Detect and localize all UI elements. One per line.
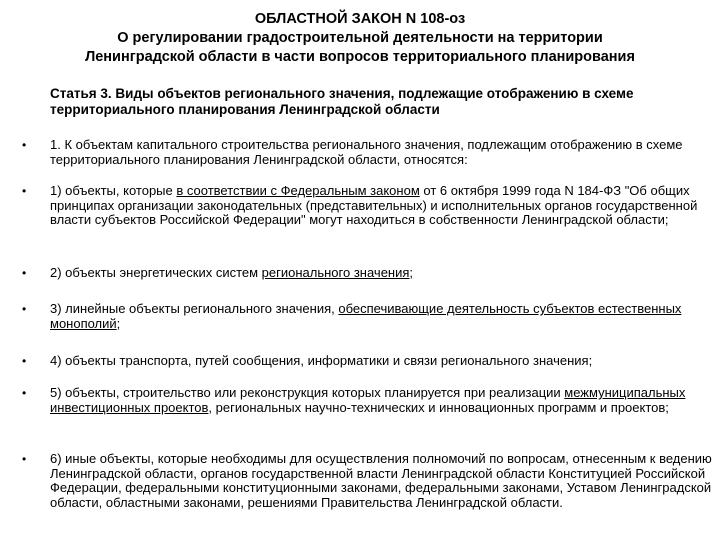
list-item-text xyxy=(50,452,715,510)
item-text: 6) иные объекты, которые необходимы для осуществления полномочий по вопросам, отнесенным к ведению Ленинградской области, органов государственной власти Ленинградской области Конституцией Российской Федерации, федеральными конституционными законами, федеральными законами, Уставом Ленинградской области, областными законами, решениями Правительства Ленинградской области. xyxy=(50,451,712,510)
list-item-text xyxy=(50,354,715,369)
document-header xyxy=(0,10,720,67)
list-item-text xyxy=(50,184,715,228)
list-item-text xyxy=(50,266,715,281)
law-subtitle-line-1: О регулировании градостроительной деятельности на территории xyxy=(117,30,603,46)
item-text: 4) объекты транспорта, путей сообщения, информатики и связи регионального значения; xyxy=(50,353,593,368)
law-subtitle-line-2: Ленинградской области в части вопросов территориального планирования xyxy=(85,49,635,65)
item-text: от 6 октября 1999 года N 184-ФЗ "Об общих принципах организации законодательных (представительных) и исполнительных органов государственной власти субъектов Российской Федерации" могут находиться в собственности Ленинградской области; xyxy=(50,183,698,227)
bullet-icon: • xyxy=(22,266,27,280)
item-text: 5) объекты, строительство или реконструкция которых планируется при реализации xyxy=(50,385,565,400)
natural-monopolies-link[interactable]: обеспечивающие деятельность субъектов естественных монополий xyxy=(50,301,682,331)
item-text: ; xyxy=(116,315,121,331)
list-item-text xyxy=(50,302,715,331)
bullet-icon: • xyxy=(22,354,27,368)
item-text: 1. К объектам капитального строительства регионального значения, подлежащим отображению в схеме территориального планирования Ленинградской области, относятся: xyxy=(50,137,683,167)
item-text: , региональных научно-технических и инновационных программ и проектов; xyxy=(208,399,669,415)
item-text: 3) линейные объекты регионального значения, xyxy=(50,301,339,316)
item-text: 2) объекты энергетических систем xyxy=(50,265,262,280)
list-item-text xyxy=(50,138,715,167)
bullet-icon: • xyxy=(22,452,27,466)
item-text: ; xyxy=(409,265,414,280)
regional-significance-link[interactable]: регионального значения xyxy=(261,265,410,280)
bullet-icon: • xyxy=(22,302,27,316)
bullet-icon: • xyxy=(22,184,27,198)
article-heading: Статья 3. Виды объектов регионального значения, подлежащие отображению в схеме территориального планирования Ленинградской области xyxy=(50,86,634,117)
bullet-icon: • xyxy=(22,386,27,400)
law-title: ОБЛАСТНОЙ ЗАКОН N 108-оз xyxy=(254,11,466,27)
list-item-text xyxy=(50,386,715,415)
federal-law-link[interactable]: в соответствии с Федеральным законом xyxy=(176,183,420,198)
bullet-icon: • xyxy=(22,138,27,152)
intermunicipal-projects-link[interactable]: межмуниципальных инвестиционных проектов xyxy=(50,385,686,415)
item-text: 1) объекты, которые xyxy=(50,183,177,198)
